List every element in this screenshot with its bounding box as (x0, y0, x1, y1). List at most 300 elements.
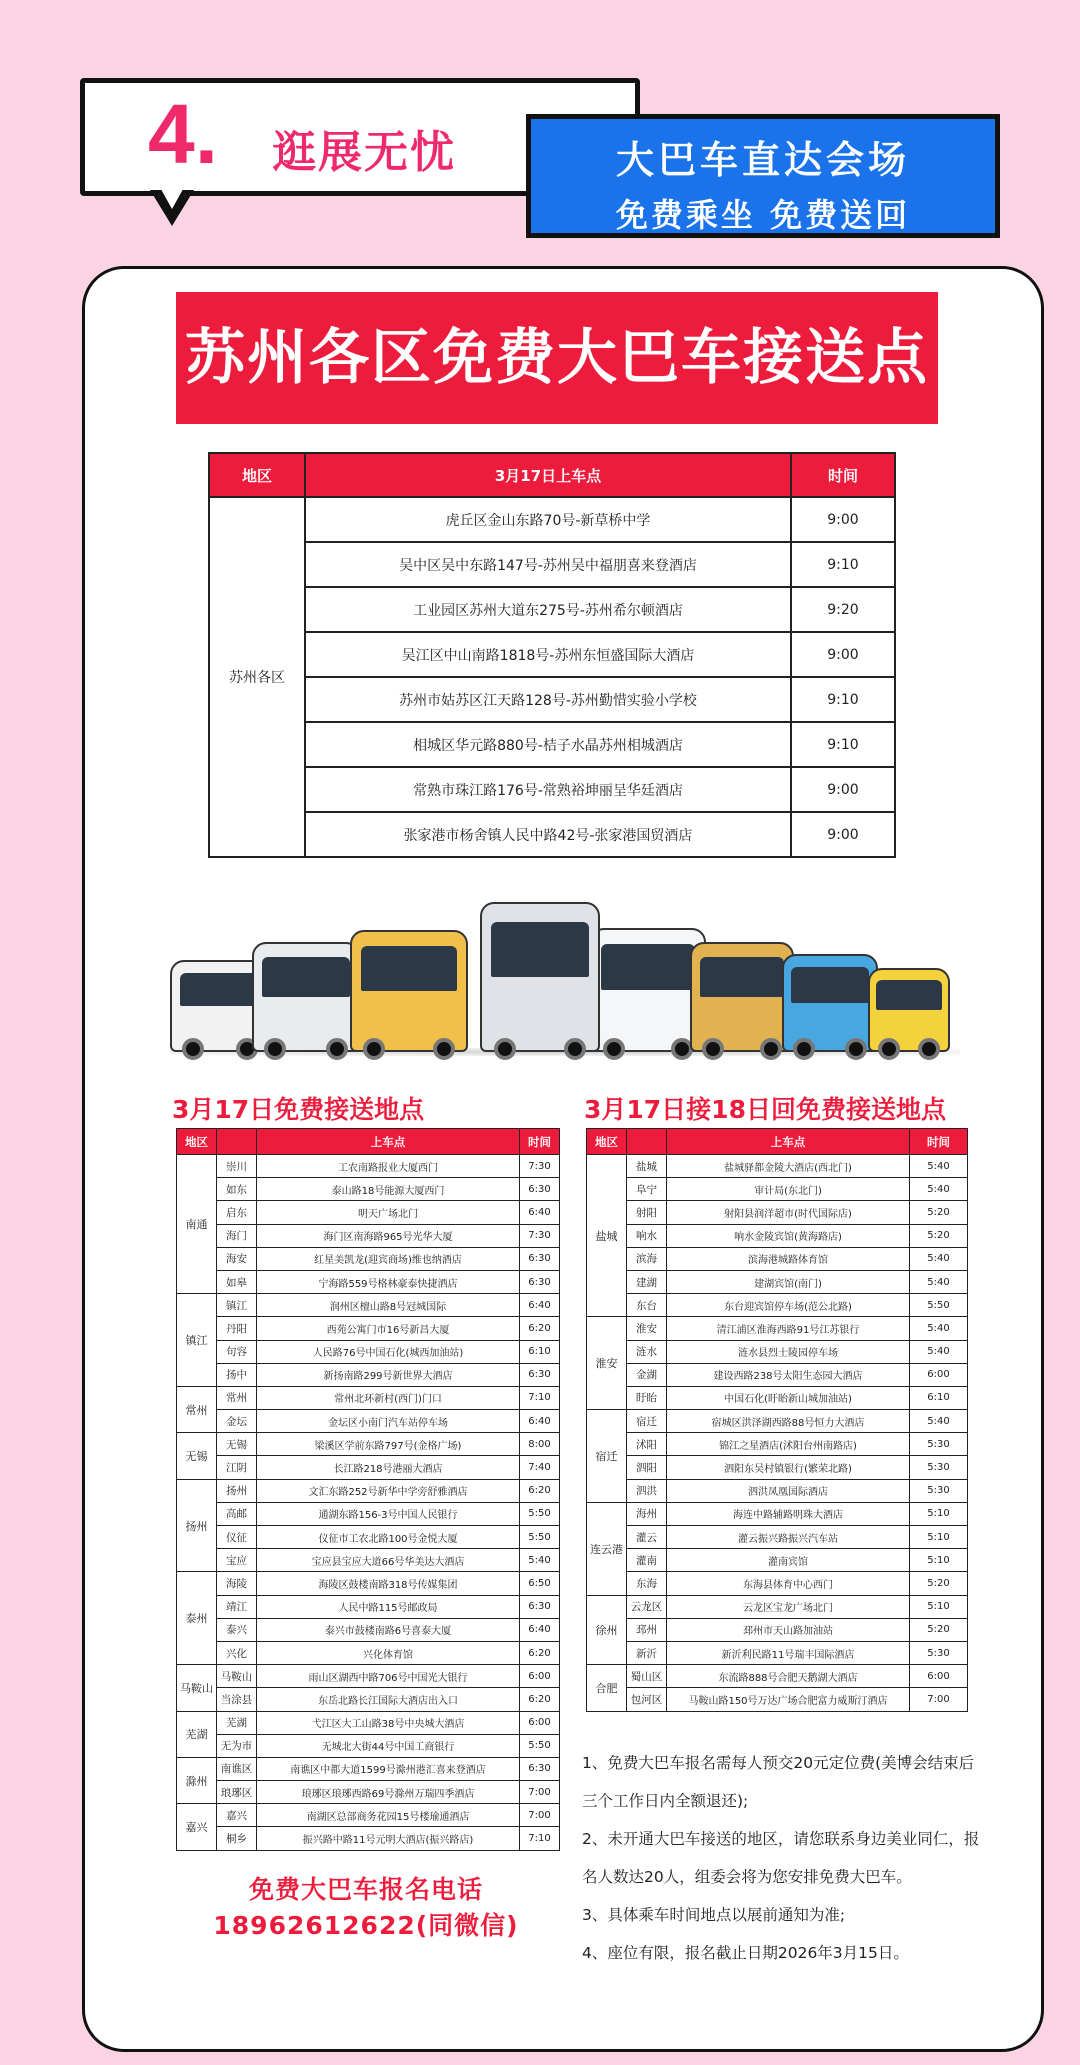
pickup-cell: 东流路888号合肥天鹅湖大酒店 (667, 1665, 910, 1688)
bus-icon (782, 954, 878, 1052)
time-cell: 7:10 (520, 1827, 560, 1850)
region-cell: 淮安 (587, 1317, 627, 1410)
table-row (587, 1618, 968, 1641)
pickup-cell: 灌云振兴路振兴汽车站 (667, 1526, 910, 1549)
city-cell: 海门 (217, 1224, 257, 1247)
pickup-cell: 张家港市杨舍镇人民中路42号-张家港国贸酒店 (305, 812, 791, 857)
pickup-cell: 泰兴市鼓楼南路6号喜泰大厦 (257, 1618, 520, 1641)
time-cell: 9:10 (791, 542, 895, 587)
pickup-cell: 人民路76号中国石化(城西加油站) (257, 1340, 520, 1363)
time-cell: 9:00 (791, 767, 895, 812)
table-row (587, 1665, 968, 1688)
region-cell: 嘉兴 (177, 1804, 217, 1850)
pickup-cell: 宝应县宝应大道66号华美达大酒店 (257, 1549, 520, 1572)
time-cell: 5:10 (910, 1549, 968, 1572)
time-cell: 7:30 (520, 1155, 560, 1178)
table-row (177, 1781, 560, 1804)
city-cell: 常州 (217, 1386, 257, 1409)
table-row (587, 1363, 968, 1386)
contact-block (176, 1872, 556, 1944)
pickup-cell: 泗洪凤凰国际酒店 (667, 1479, 910, 1502)
city-cell: 海州 (627, 1502, 667, 1525)
pickup-cell: 常州北环新村(西门)门口 (257, 1386, 520, 1409)
city-cell: 句容 (217, 1340, 257, 1363)
bus-promo-line1: 大巴车直达会场 (615, 138, 910, 182)
pickup-cell: 文汇东路252号新华中学旁舒雅酒店 (257, 1479, 520, 1502)
table-row (587, 1641, 968, 1664)
city-cell: 蜀山区 (627, 1665, 667, 1688)
right-pickup-table (586, 1128, 968, 1712)
header-pickup: 上车点 (257, 1129, 520, 1155)
table-row (587, 1549, 968, 1572)
pickup-cell: 南谯区中都大道1599号滁州港汇喜来登酒店 (257, 1757, 520, 1780)
city-cell: 启东 (217, 1201, 257, 1224)
time-cell: 5:30 (910, 1479, 968, 1502)
table-row (587, 1456, 968, 1479)
table-row (587, 1317, 968, 1340)
city-cell: 扬中 (217, 1363, 257, 1386)
table-row (587, 1688, 968, 1711)
time-cell: 5:30 (910, 1456, 968, 1479)
left-table-body (177, 1155, 560, 1851)
table-row (177, 1247, 560, 1270)
time-cell: 7:00 (520, 1781, 560, 1804)
city-cell: 江阴 (217, 1456, 257, 1479)
time-cell: 5:20 (910, 1618, 968, 1641)
pickup-cell: 无城北大街44号中国工商银行 (257, 1734, 520, 1757)
time-cell: 9:10 (791, 722, 895, 767)
table-row (177, 1340, 560, 1363)
pickup-cell: 云龙区宝龙广场北门 (667, 1595, 910, 1618)
table-row (177, 1757, 560, 1780)
pickup-cell: 虎丘区金山东路70号-新草桥中学 (305, 497, 791, 542)
time-cell: 5:30 (910, 1641, 968, 1664)
table-row (177, 1456, 560, 1479)
table-row (587, 1386, 968, 1409)
table-row (587, 1247, 968, 1270)
time-cell: 6:40 (520, 1618, 560, 1641)
pickup-cell: 琅琊区琅琊西路69号滁州万瑞四季酒店 (257, 1781, 520, 1804)
pickup-cell: 工农南路报业大厦西门 (257, 1155, 520, 1178)
city-cell: 云龙区 (627, 1595, 667, 1618)
table-row (177, 1641, 560, 1664)
city-cell: 无锡 (217, 1433, 257, 1456)
pickup-cell: 金坛区小南门汽车站停车场 (257, 1410, 520, 1433)
pickup-cell: 润州区檀山路8号冠城国际 (257, 1294, 520, 1317)
pickup-cell: 常熟市珠江路176号-常熟裕坤丽呈华廷酒店 (305, 767, 791, 812)
time-cell: 9:10 (791, 677, 895, 722)
time-cell: 5:10 (910, 1502, 968, 1525)
header-region: 地区 (177, 1129, 217, 1155)
time-cell: 5:20 (910, 1224, 968, 1247)
bus-icon (690, 942, 794, 1052)
table-row (587, 1433, 968, 1456)
header-time: 时间 (910, 1129, 968, 1155)
time-cell: 6:00 (910, 1363, 968, 1386)
time-cell: 7:30 (520, 1224, 560, 1247)
table-row (209, 677, 895, 722)
time-cell: 6:30 (520, 1178, 560, 1201)
pickup-cell: 马鞍山路150号万达广场合肥富力威斯汀酒店 (667, 1688, 910, 1711)
region-cell: 连云港 (587, 1502, 627, 1595)
city-cell: 扬州 (217, 1479, 257, 1502)
table-row (177, 1224, 560, 1247)
pickup-cell: 海陵区鼓楼南路318号传媒集团 (257, 1572, 520, 1595)
table-row (587, 1595, 968, 1618)
city-cell: 靖江 (217, 1595, 257, 1618)
note-item: 3、具体乘车时间地点以展前通知为准; (582, 1906, 846, 1924)
time-cell: 5:40 (910, 1155, 968, 1178)
table-row (177, 1665, 560, 1688)
left-section-title: 3月17日免费接送地点 (172, 1095, 425, 1124)
city-cell: 盐城 (627, 1155, 667, 1178)
note-item: 1、免费大巴车报名需每人预交20元定位费(美博会结束后三个工作日内全额退还); (582, 1754, 975, 1810)
city-cell: 如皋 (217, 1270, 257, 1293)
city-cell: 嘉兴 (217, 1804, 257, 1827)
city-cell: 盱眙 (627, 1386, 667, 1409)
time-cell: 5:50 (520, 1526, 560, 1549)
header-city (627, 1129, 667, 1155)
region-cell: 苏州各区 (209, 497, 305, 857)
note-item: 4、座位有限，报名截止日期2026年3月15日。 (582, 1944, 909, 1962)
bus-icon (868, 968, 950, 1052)
time-cell: 7:40 (520, 1456, 560, 1479)
region-cell: 泰州 (177, 1572, 217, 1665)
time-cell: 7:10 (520, 1386, 560, 1409)
pickup-cell: 仪征市工农北路100号金悦大厦 (257, 1526, 520, 1549)
time-cell: 9:00 (791, 632, 895, 677)
city-cell: 仪征 (217, 1526, 257, 1549)
time-cell: 9:20 (791, 587, 895, 632)
step-title: 逛展无忧 (272, 127, 456, 178)
time-cell: 5:10 (910, 1526, 968, 1549)
city-cell: 响水 (627, 1224, 667, 1247)
table-row (177, 1688, 560, 1711)
pickup-cell: 盐城驿都金陵大酒店(西北门) (667, 1155, 910, 1178)
table-row (177, 1618, 560, 1641)
pickup-cell: 东岳北路长江国际大酒店出入口 (257, 1688, 520, 1711)
suzhou-pickup-table (208, 452, 896, 858)
time-cell: 5:40 (910, 1340, 968, 1363)
time-cell: 6:40 (520, 1410, 560, 1433)
step-number: 4. (148, 87, 219, 181)
table-row (177, 1317, 560, 1340)
bus-icon (350, 930, 468, 1052)
speech-bubble-tail (150, 190, 194, 226)
time-cell: 6:50 (520, 1572, 560, 1595)
time-cell: 5:40 (910, 1317, 968, 1340)
region-cell: 宿迁 (587, 1410, 627, 1503)
city-cell: 灌南 (627, 1549, 667, 1572)
table-row (209, 542, 895, 587)
table-row (209, 587, 895, 632)
table-row (177, 1734, 560, 1757)
table-row (587, 1340, 968, 1363)
time-cell: 6:30 (520, 1757, 560, 1780)
region-cell: 马鞍山 (177, 1665, 217, 1711)
time-cell: 5:20 (910, 1572, 968, 1595)
table-row (587, 1224, 968, 1247)
pickup-cell: 宁海路559号格林豪泰快捷酒店 (257, 1270, 520, 1293)
notes-list (582, 1744, 988, 1972)
pickup-cell: 邳州市天山路加油站 (667, 1618, 910, 1641)
pickup-cell: 振兴路中路11号元明大酒店(振兴路店) (257, 1827, 520, 1850)
pickup-cell: 西苑公寓门市16号新昌大厦 (257, 1317, 520, 1340)
header-time: 时间 (791, 453, 895, 497)
table-row (177, 1363, 560, 1386)
pickup-cell: 建湖宾馆(南门) (667, 1270, 910, 1293)
bus-fleet-illustration (170, 900, 960, 1070)
city-cell: 如东 (217, 1178, 257, 1201)
region-cell: 南通 (177, 1155, 217, 1294)
pickup-cell: 建设西路238号太阳生态园大酒店 (667, 1363, 910, 1386)
table-row (177, 1595, 560, 1618)
suzhou-table-body (209, 497, 895, 857)
pickup-cell: 通湖东路156-3号中国人民银行 (257, 1502, 520, 1525)
pickup-cell: 滨海港城路体育馆 (667, 1247, 910, 1270)
city-cell: 东海 (627, 1572, 667, 1595)
city-cell: 南谯区 (217, 1757, 257, 1780)
city-cell: 丹阳 (217, 1317, 257, 1340)
region-cell: 滁州 (177, 1757, 217, 1803)
time-cell: 6:10 (910, 1386, 968, 1409)
time-cell: 6:30 (520, 1363, 560, 1386)
pickup-cell: 新扬南路299号新世界大酒店 (257, 1363, 520, 1386)
city-cell: 东台 (627, 1294, 667, 1317)
table-row (177, 1270, 560, 1293)
time-cell: 6:20 (520, 1688, 560, 1711)
table-row (587, 1479, 968, 1502)
city-cell: 崇川 (217, 1155, 257, 1178)
city-cell: 海陵 (217, 1572, 257, 1595)
table-row (177, 1711, 560, 1734)
pickup-cell: 人民中路115号邮政局 (257, 1595, 520, 1618)
suzhou-banner: 苏州各区免费大巴车接送点 (176, 292, 938, 424)
time-cell: 6:30 (520, 1247, 560, 1270)
table-row (587, 1572, 968, 1595)
pickup-cell: 清江浦区淮海西路91号江苏银行 (667, 1317, 910, 1340)
city-cell: 无为市 (217, 1734, 257, 1757)
time-cell: 5:10 (910, 1595, 968, 1618)
pickup-cell: 吴中区吴中东路147号-苏州吴中福朋喜来登酒店 (305, 542, 791, 587)
city-cell: 当涂县 (217, 1688, 257, 1711)
city-cell: 金湖 (627, 1363, 667, 1386)
header-region: 地区 (209, 453, 305, 497)
pickup-cell: 东台迎宾馆停车场(范公北路) (667, 1294, 910, 1317)
header-city (217, 1129, 257, 1155)
city-cell: 金坛 (217, 1410, 257, 1433)
time-cell: 6:20 (520, 1479, 560, 1502)
time-cell: 5:50 (520, 1502, 560, 1525)
pickup-cell: 弋江区大工山路38号中央城大酒店 (257, 1711, 520, 1734)
pickup-cell: 南湖区总部商务花园15号楼瑜通酒店 (257, 1804, 520, 1827)
table-row (209, 632, 895, 677)
pickup-cell: 海门区南海路965号光华大厦 (257, 1224, 520, 1247)
table-row (177, 1526, 560, 1549)
time-cell: 6:40 (520, 1201, 560, 1224)
table-row (587, 1155, 968, 1178)
city-cell: 沭阳 (627, 1433, 667, 1456)
table-row (177, 1201, 560, 1224)
time-cell: 8:00 (520, 1433, 560, 1456)
city-cell: 泗洪 (627, 1479, 667, 1502)
city-cell: 宿迁 (627, 1410, 667, 1433)
pickup-cell: 宿城区洪泽湖西路88号恒力大酒店 (667, 1410, 910, 1433)
pickup-cell: 东海县体育中心西门 (667, 1572, 910, 1595)
header-pickup: 3月17日上车点 (305, 453, 791, 497)
city-cell: 建湖 (627, 1270, 667, 1293)
bus-promo-line2: 免费乘坐 免费送回 (615, 196, 911, 234)
pickup-cell: 泗阳东吴村镇银行(繁荣北路) (667, 1456, 910, 1479)
header-region: 地区 (587, 1129, 627, 1155)
pickup-cell: 射阳县润洋超市(时代国际店) (667, 1201, 910, 1224)
pickup-cell: 新沂利民路11号瑞丰国际酒店 (667, 1641, 910, 1664)
note-item: 2、未开通大巴车接送的地区，请您联系身边美业同仁，报名人数达20人，组委会将为您安排免费大巴车。 (582, 1830, 980, 1886)
table-row (587, 1294, 968, 1317)
time-cell: 5:30 (910, 1433, 968, 1456)
table-row (209, 812, 895, 857)
bus-icon (590, 928, 706, 1052)
time-cell: 6:00 (520, 1711, 560, 1734)
time-cell: 5:20 (910, 1201, 968, 1224)
time-cell: 5:50 (910, 1294, 968, 1317)
pickup-cell: 苏州市姑苏区江天路128号-苏州勤惜实验小学校 (305, 677, 791, 722)
bus-icon (252, 942, 360, 1052)
pickup-cell: 梁溪区学前东路797号(金格广场) (257, 1433, 520, 1456)
time-cell: 6:20 (520, 1641, 560, 1664)
contact-phone[interactable]: 18962612622(同微信) (213, 1911, 519, 1940)
table-row (209, 767, 895, 812)
city-cell: 灌云 (627, 1526, 667, 1549)
pickup-cell: 雨山区湖西中路706号中国光大银行 (257, 1665, 520, 1688)
city-cell: 射阳 (627, 1201, 667, 1224)
pickup-cell: 吴江区中山南路1818号-苏州东恒盛国际大酒店 (305, 632, 791, 677)
city-cell: 马鞍山 (217, 1665, 257, 1688)
table-row (587, 1410, 968, 1433)
table-row (177, 1386, 560, 1409)
table-row (177, 1410, 560, 1433)
pickup-cell: 审计局(东北门) (667, 1178, 910, 1201)
pickup-cell: 工业园区苏州大道东275号-苏州希尔顿酒店 (305, 587, 791, 632)
right-section-title: 3月17日接18日回免费接送地点 (584, 1095, 946, 1124)
pickup-cell: 相城区华元路880号-桔子水晶苏州相城酒店 (305, 722, 791, 767)
region-cell: 扬州 (177, 1479, 217, 1572)
table-row (209, 722, 895, 767)
pickup-cell: 涟水县烈士陵园停车场 (667, 1340, 910, 1363)
city-cell: 淮安 (627, 1317, 667, 1340)
table-row (177, 1433, 560, 1456)
time-cell: 9:00 (791, 812, 895, 857)
city-cell: 海安 (217, 1247, 257, 1270)
table-row (177, 1804, 560, 1827)
bus-icon (480, 902, 600, 1052)
time-cell: 5:40 (910, 1178, 968, 1201)
table-row (177, 1572, 560, 1595)
time-cell: 9:00 (791, 497, 895, 542)
time-cell: 5:40 (910, 1410, 968, 1433)
pickup-cell: 明天广场北门 (257, 1201, 520, 1224)
time-cell: 6:40 (520, 1294, 560, 1317)
time-cell: 6:00 (520, 1665, 560, 1688)
city-cell: 滨海 (627, 1247, 667, 1270)
header-pickup: 上车点 (667, 1129, 910, 1155)
table-row (587, 1270, 968, 1293)
region-cell: 合肥 (587, 1665, 627, 1711)
table-row (587, 1502, 968, 1525)
city-cell: 泗阳 (627, 1456, 667, 1479)
contact-label: 免费大巴车报名电话 (248, 1875, 483, 1904)
bus-promo-box (526, 114, 1000, 238)
city-cell: 新沂 (627, 1641, 667, 1664)
pickup-cell: 响水金陵宾馆(黄海路店) (667, 1224, 910, 1247)
right-table-body (587, 1155, 968, 1712)
city-cell: 涟水 (627, 1340, 667, 1363)
city-cell: 阜宁 (627, 1178, 667, 1201)
left-pickup-table (176, 1128, 560, 1851)
pickup-cell: 海连中路辅路明珠大酒店 (667, 1502, 910, 1525)
table-row (177, 1479, 560, 1502)
pickup-cell: 兴化体育馆 (257, 1641, 520, 1664)
pickup-cell: 红星美凯龙(迎宾商场)维也纳酒店 (257, 1247, 520, 1270)
region-cell: 芜湖 (177, 1711, 217, 1757)
table-row (587, 1178, 968, 1201)
time-cell: 5:40 (520, 1549, 560, 1572)
table-row (177, 1502, 560, 1525)
table-row (209, 497, 895, 542)
pickup-cell: 灌南宾馆 (667, 1549, 910, 1572)
region-cell: 盐城 (587, 1155, 627, 1317)
time-cell: 6:30 (520, 1270, 560, 1293)
pickup-cell: 锦江之星酒店(沭阳台州南路店) (667, 1433, 910, 1456)
time-cell: 5:40 (910, 1247, 968, 1270)
city-cell: 泰兴 (217, 1618, 257, 1641)
time-cell: 7:00 (910, 1688, 968, 1711)
section-header (0, 0, 1080, 260)
table-row (177, 1155, 560, 1178)
header-time: 时间 (520, 1129, 560, 1155)
time-cell: 6:00 (910, 1665, 968, 1688)
time-cell: 6:20 (520, 1317, 560, 1340)
region-cell: 常州 (177, 1386, 217, 1432)
table-row (177, 1294, 560, 1317)
city-cell: 桐乡 (217, 1827, 257, 1850)
time-cell: 6:30 (520, 1595, 560, 1618)
city-cell: 镇江 (217, 1294, 257, 1317)
table-row (587, 1526, 968, 1549)
city-cell: 宝应 (217, 1549, 257, 1572)
region-cell: 镇江 (177, 1294, 217, 1387)
time-cell: 7:00 (520, 1804, 560, 1827)
time-cell: 5:40 (910, 1270, 968, 1293)
pickup-cell: 泰山路18号能源大厦西门 (257, 1178, 520, 1201)
pickup-cell: 长江路218号港丽大酒店 (257, 1456, 520, 1479)
table-row (177, 1178, 560, 1201)
city-cell: 琅琊区 (217, 1781, 257, 1804)
city-cell: 高邮 (217, 1502, 257, 1525)
region-cell: 无锡 (177, 1433, 217, 1479)
time-cell: 5:50 (520, 1734, 560, 1757)
city-cell: 芜湖 (217, 1711, 257, 1734)
table-row (177, 1827, 560, 1850)
time-cell: 6:10 (520, 1340, 560, 1363)
city-cell: 邳州 (627, 1618, 667, 1641)
region-cell: 徐州 (587, 1595, 627, 1665)
table-row (587, 1201, 968, 1224)
pickup-cell: 中国石化(盱眙新山城加油站) (667, 1386, 910, 1409)
table-row (177, 1549, 560, 1572)
city-cell: 包河区 (627, 1688, 667, 1711)
city-cell: 兴化 (217, 1641, 257, 1664)
